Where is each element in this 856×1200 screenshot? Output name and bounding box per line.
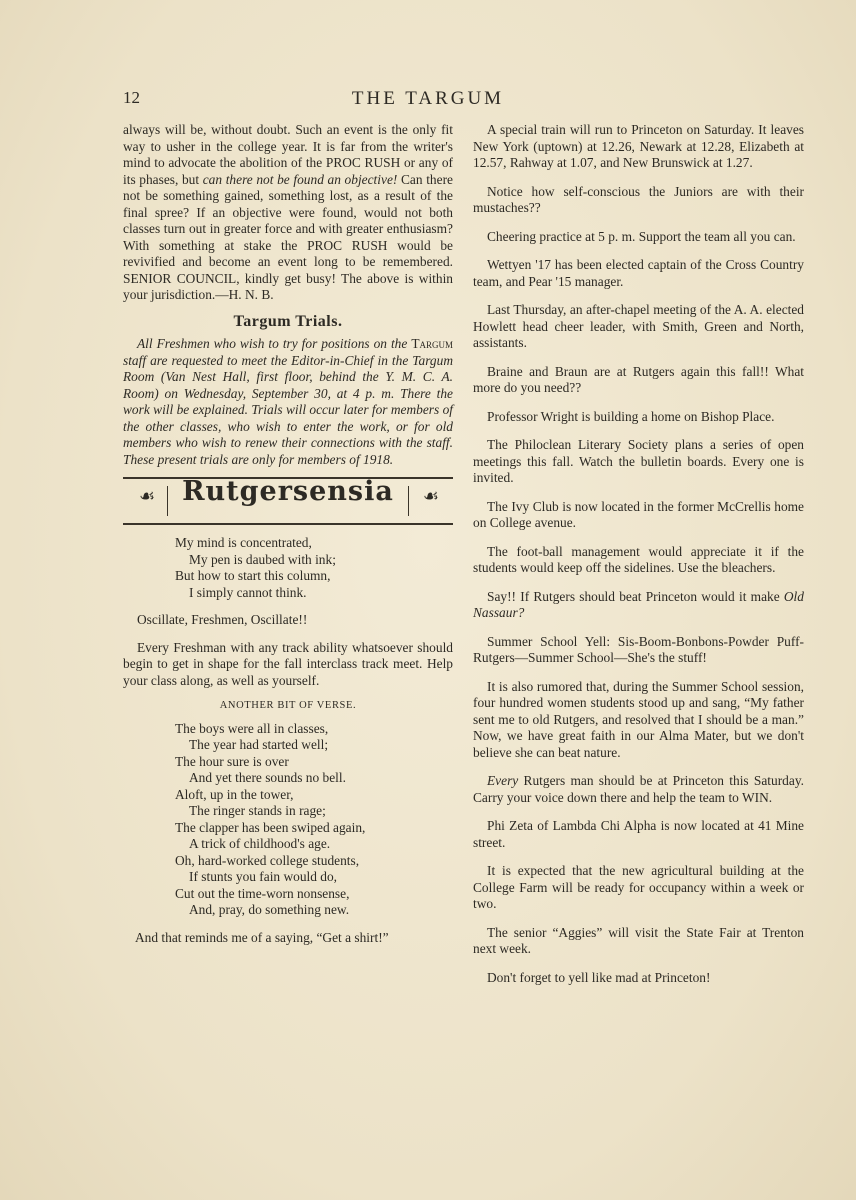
news-item: Professor Wright is building a home on Bishop Place. xyxy=(487,408,775,424)
news-item: The senior “Aggies” will visit the State Fair at Trenton next week. xyxy=(473,924,804,956)
verse-line: And yet there sounds no bell. xyxy=(189,770,346,785)
verse-line: If stunts you fain would do, xyxy=(189,869,338,884)
ornament-left-icon: ☙ xyxy=(139,486,156,506)
opening-verse xyxy=(123,535,453,601)
verse-line: My pen is daubed with ink; xyxy=(189,551,336,567)
news-item: It is expected that the new agricultural building at the College Farm will be ready for occupancy within a week or two. xyxy=(473,863,804,911)
page-header xyxy=(0,88,856,112)
verse-line: The boys were all in classes, xyxy=(175,720,329,736)
news-item: Phi Zeta of Lambda Chi Alpha is now located at 41 Mine street. xyxy=(473,818,804,850)
news-item: Summer School Yell: Sis-Boom-Bonbons-Powder Puff-Rutgers—Summer School—She's the stuff! xyxy=(473,633,804,665)
news-item: It is also rumored that, during the Summer School session, four hundred women students stood up and sang, “My father sent me to old Rutgers, and resolved that I should be a man.” Now, we have great faith in our Alma Mater, but we don't believe she can beat nature. xyxy=(473,678,804,760)
verse-line: The year had started well; xyxy=(189,737,329,752)
news-item: A special train will run to Princeton on Saturday. It leaves New York (uptown) at 12.26, Newark at 12.28, Elizabeth at 12.57, Rahway at 1.07, and New Brunswick at 1.27. xyxy=(473,122,804,170)
rutgersensia-title: Rutgersensia xyxy=(182,476,394,507)
verse-line: The clapper has been swiped again, xyxy=(175,819,366,835)
news-item: Say!! If Rutgers should beat Princeton would it make Old Nassaur? xyxy=(473,588,804,620)
verse-line: A trick of childhood's age. xyxy=(189,836,331,851)
proc-rush-article: always will be, without doubt. Such an event is the only fit way to usher in the college year. It is far from the writer's mind to advocate the abolition of the PROC RUSH or any of its phases, but can there not be found an objective! Can there not be something gained, something lost, as a result of the final spree? If an objective were found, would not both classes turn out in greater force and with greater enthusiasm? With something at stake the PROC RUSH would be revivified and become an event long to be remembered. SENIOR COUNCIL, kindly get busy! The above is within your jurisdiction.—H. N. B. xyxy=(123,122,453,302)
oscillate-line: Oscillate, Freshmen, Oscillate!! xyxy=(137,612,308,627)
verse-line: The ringer stands in rage; xyxy=(189,803,326,818)
news-item: The Philoclean Literary Society plans a series of open meetings this fall. Watch the bulletin boards. Every one is invited. xyxy=(473,437,804,485)
news-item: Notice how self-conscious the Juniors are with their mustaches?? xyxy=(473,183,804,215)
verse-line: Cut out the time-worn nonsense, xyxy=(175,885,350,901)
verse-line: Aloft, up in the tower, xyxy=(175,786,294,802)
closing-line: And that reminds me of a saying, “Get a shirt!” xyxy=(135,929,389,945)
news-item: The Ivy Club is now located in the former McCrellis home on College avenue. xyxy=(473,498,804,530)
verse-line: But how to start this column, xyxy=(175,568,331,583)
ornament-right-icon: ☙ xyxy=(422,486,439,506)
news-item: Every Rutgers man should be at Princeton this Saturday. Carry your voice down there and help the team to WIN. xyxy=(473,773,804,805)
verse-line: The hour sure is over xyxy=(175,753,289,769)
targum-trials-notice: All Freshmen who wish to try for positions on the Targum staff are requested to meet the Editor-in-Chief in the Targum Room (Van Nest Hall, first floor, behind the Y. M. C. A. Room) on Wednesday, September 30, at 4 p. m. There the work will be explained. Trials will occur later for members of the other classes, who wish to enter the work, or for old members who wish to renew their connections with the staff. These present trials are only for members of 1918. xyxy=(123,336,453,467)
right-column xyxy=(473,122,804,986)
verse-line: I simply cannot think. xyxy=(189,584,307,600)
news-item: Cheering practice at 5 p. m. Support the team all you can. xyxy=(487,228,796,244)
track-article: Every Freshman with any track ability whatsoever should begin to get in shape for the fall interclass track meet. Help your class along, as well as yourself. xyxy=(123,639,453,688)
verse-heading: ANOTHER BIT OF VERSE. xyxy=(219,700,357,711)
news-item: Braine and Braun are at Rutgers again this fall!! What more do you need?? xyxy=(473,363,804,395)
publication-title: THE TARGUM xyxy=(351,88,505,109)
left-column xyxy=(123,122,453,946)
verse-line: My mind is concentrated, xyxy=(175,535,312,550)
news-item: Wettyen '17 has been elected captain of the Cross Country team, and Pear '15 manager. xyxy=(473,257,804,289)
news-item: The foot-ball management would appreciate it if the students would keep off the sidelines. Use the bleachers. xyxy=(473,543,804,575)
bell-verse xyxy=(123,721,453,919)
page-number: 12 xyxy=(123,88,140,107)
verse-line: Oh, hard-worked college students, xyxy=(175,852,360,868)
verse-line: And, pray, do something new. xyxy=(189,902,350,917)
targum-trials-heading: Targum Trials. xyxy=(233,312,343,330)
news-item: Don't forget to yell like mad at Princeton! xyxy=(487,969,711,985)
rutgersensia-banner xyxy=(123,477,453,525)
news-item: Last Thursday, an after-chapel meeting of the A. A. elected Howlett head cheer leader, with Smith, Green and North, assistants. xyxy=(473,302,804,350)
